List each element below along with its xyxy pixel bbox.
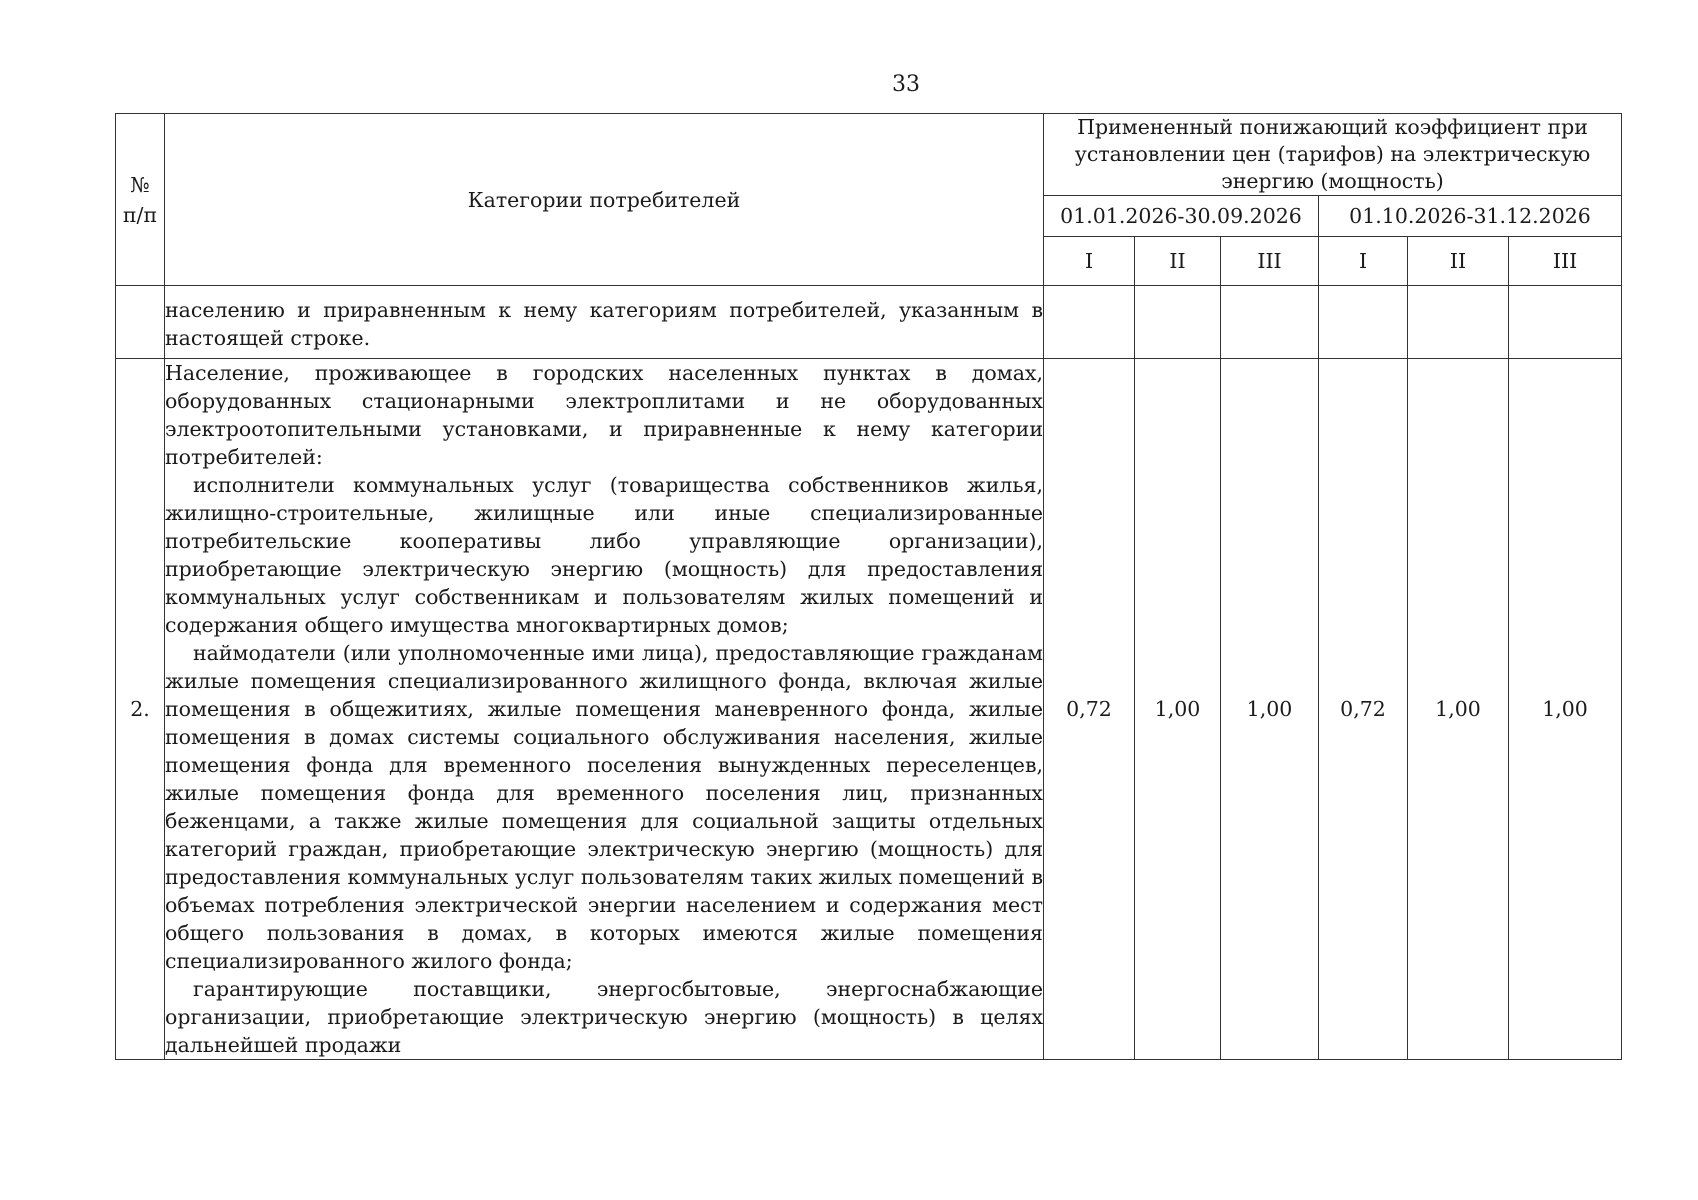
row-number [116, 286, 165, 359]
tariff-coefficient-table [115, 113, 1622, 1060]
row-value: 0,72 [1044, 359, 1135, 1060]
header-level: II [1135, 237, 1221, 286]
header-number-abbr: п/п [122, 202, 158, 227]
header-number-symbol: № [130, 172, 150, 197]
header-categories: Категории потребителей [165, 114, 1044, 286]
table-row [116, 286, 1622, 359]
row-category-text [165, 359, 1044, 1060]
row-paragraph: наймодатели (или уполномоченные ими лица), предоставляющие гражданам жилые помещения специализированного жилищного фонда, включая жилые помещения в общежитиях, жилые помещения маневренного фонда, жилые помещения в домах системы социального обслуживания населения, жилые помещения фонда для временного поселения вынужденных переселенцев, жилые помещения фонда для временного поселения лиц, признанных беженцами, а также жилые помещения для социальной защиты отдельных категорий граждан, приобретающие электрическую энергию (мощность) для предоставления коммунальных услуг пользователям таких жилых помещений в объемах потребления электрической энергии населением и содержания мест общего пользования в домах, в которых имеются жилые помещения специализированного жилого фонда; [165, 641, 1043, 973]
row-value [1509, 286, 1622, 359]
header-level: II [1408, 237, 1509, 286]
header-coefficient: Примененный понижающий коэффициент при установлении цен (тарифов) на электрическую энергию (мощность) [1044, 114, 1622, 196]
row-paragraph: Население, проживающее в городских населенных пунктах в домах, оборудованных стационарными электроплитами и не оборудованных электроотопительными установками, и приравненные к нему категории потребителей: [165, 361, 1043, 469]
row-value [1408, 286, 1509, 359]
header-number-cell [116, 114, 165, 286]
page-number: 33 [892, 72, 920, 97]
row-paragraph: гарантирующие поставщики, энергосбытовые, энергоснабжающие организации, приобретающие электрическую энергию (мощность) в целях дальнейшей продажи [165, 977, 1043, 1057]
row-value [1319, 286, 1408, 359]
header-period-2: 01.10.2026-31.12.2026 [1319, 196, 1622, 237]
row-value: 1,00 [1408, 359, 1509, 1060]
header-level: I [1044, 237, 1135, 286]
row-paragraph: исполнители коммунальных услуг (товарищества собственников жилья, жилищно-строительные, жилищные или иные специализированные потребительские кооперативы либо управляющие организации), приобретающие электрическую энергию (мощность) для предоставления коммунальных услуг собственникам и пользователям жилых помещений и содержания общего имущества многоквартирных домов; [165, 473, 1043, 637]
row-number: 2. [116, 359, 165, 1060]
row-category-text [165, 286, 1044, 359]
table-row [116, 359, 1622, 1060]
row-value: 1,00 [1221, 359, 1319, 1060]
row-value [1221, 286, 1319, 359]
header-period-1: 01.01.2026-30.09.2026 [1044, 196, 1319, 237]
row-value [1044, 286, 1135, 359]
row-value: 0,72 [1319, 359, 1408, 1060]
row-value [1135, 286, 1221, 359]
header-level: III [1221, 237, 1319, 286]
row-value: 1,00 [1509, 359, 1622, 1060]
header-level: I [1319, 237, 1408, 286]
row-paragraph: населению и приравненным к нему категориям потребителей, указанным в настоящей строке. [165, 298, 1043, 350]
row-value: 1,00 [1135, 359, 1221, 1060]
header-level: III [1509, 237, 1622, 286]
